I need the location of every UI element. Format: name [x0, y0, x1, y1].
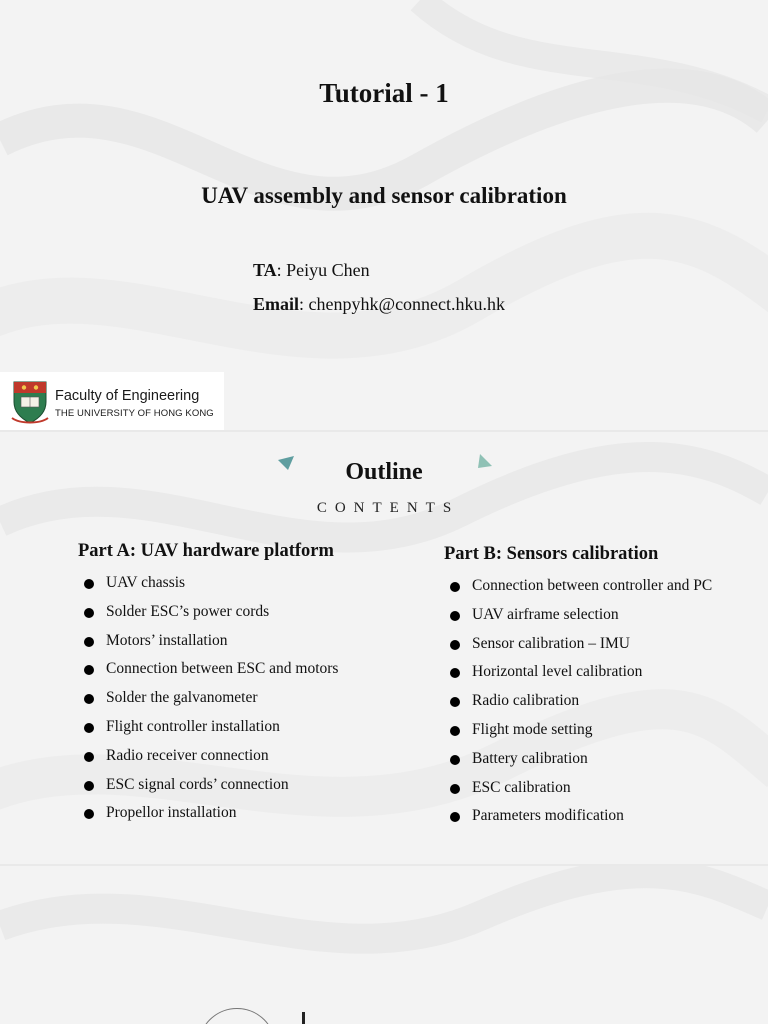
bullet-icon	[450, 582, 460, 592]
next-slide-partial	[0, 866, 768, 1024]
email-label: Email	[253, 294, 300, 314]
logo-faculty-name: Faculty of Engineering	[55, 388, 200, 404]
logo-university-name: THE UNIVERSITY OF HONG KONG	[55, 408, 214, 419]
ta-value: : Peiyu Chen	[276, 260, 370, 280]
list-item: Radio calibration	[444, 691, 712, 720]
bullet-icon	[84, 781, 94, 791]
background-swirl-decoration	[0, 0, 768, 430]
title-slide	[0, 0, 768, 430]
part-b-list	[444, 576, 712, 835]
bullet-icon	[84, 694, 94, 704]
bullet-icon	[84, 608, 94, 618]
bullet-icon	[450, 668, 460, 678]
bullet-icon	[84, 723, 94, 733]
list-item: Connection between ESC and motors	[78, 659, 338, 688]
ta-line	[253, 260, 370, 281]
bullet-icon	[84, 665, 94, 675]
part-a-list	[78, 573, 338, 832]
vertical-bar-decoration	[302, 1012, 305, 1024]
bullet-icon	[450, 755, 460, 765]
list-item: Solder the galvanometer	[78, 688, 338, 717]
list-item: Flight mode setting	[444, 720, 712, 749]
list-item: ESC signal cords’ connection	[78, 775, 338, 804]
background-swirl-decoration	[0, 866, 768, 1024]
part-a-heading: Part A: UAV hardware platform	[78, 541, 334, 561]
email-value: : chenpyhk@connect.hku.hk	[299, 294, 506, 314]
list-item: Radio receiver connection	[78, 746, 338, 775]
bullet-icon	[450, 784, 460, 794]
list-item: ESC calibration	[444, 778, 712, 807]
slide-subtitle: UAV assembly and sensor calibration	[201, 183, 567, 208]
bullet-icon	[84, 579, 94, 589]
list-item: Flight controller installation	[78, 717, 338, 746]
list-item: Solder ESC’s power cords	[78, 602, 338, 631]
list-item: UAV airframe selection	[444, 605, 712, 634]
list-item: Horizontal level calibration	[444, 662, 712, 691]
list-item: Motors’ installation	[78, 631, 338, 660]
slide-title: Tutorial - 1	[319, 78, 449, 108]
bullet-icon	[450, 611, 460, 621]
ta-label: TA	[253, 260, 277, 280]
list-item: Connection between controller and PC	[444, 576, 712, 605]
list-item: Parameters modification	[444, 806, 712, 835]
list-item: UAV chassis	[78, 573, 338, 602]
bullet-icon	[450, 640, 460, 650]
contents-subtitle: CONTENTS	[316, 500, 460, 516]
email-line	[253, 294, 505, 315]
bullet-icon	[84, 637, 94, 647]
list-item: Sensor calibration – IMU	[444, 634, 712, 663]
faculty-logo	[0, 372, 224, 430]
bullet-icon	[450, 726, 460, 736]
university-crest-icon	[10, 380, 50, 424]
list-item: Propellor installation	[78, 803, 338, 832]
bullet-icon	[450, 812, 460, 822]
part-b-heading: Part B: Sensors calibration	[444, 544, 659, 564]
bullet-icon	[450, 697, 460, 707]
list-item: Battery calibration	[444, 749, 712, 778]
outline-slide	[0, 432, 768, 864]
bullet-icon	[84, 752, 94, 762]
outline-title: Outline	[345, 459, 423, 485]
bullet-icon	[84, 809, 94, 819]
